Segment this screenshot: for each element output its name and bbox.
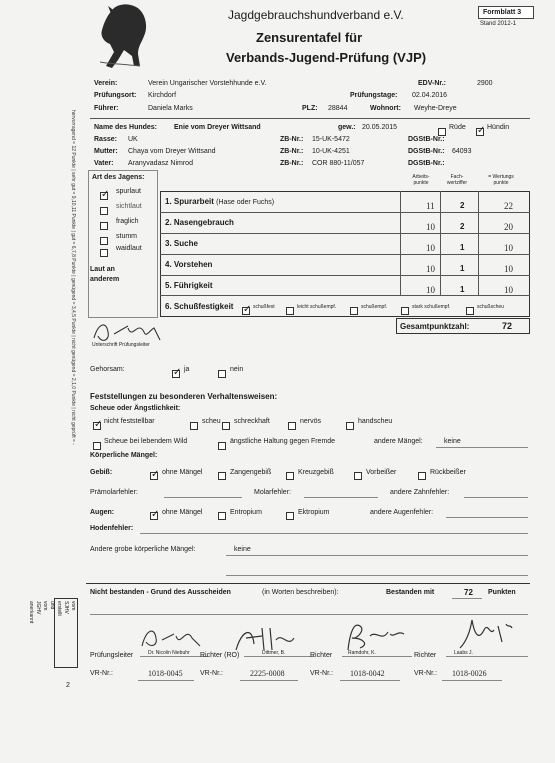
schuss-option: leicht schußempf.: [297, 304, 337, 310]
head-fachwertziffer: Fach- wertziffer: [446, 174, 468, 186]
pruefungsort-label: Prüfungsort:: [94, 92, 137, 99]
gesamt-value: 72: [502, 321, 513, 331]
huendin-checkbox[interactable]: [476, 123, 484, 141]
table-divider: [160, 212, 530, 213]
praemolar-line: [164, 497, 242, 498]
pruefungsleiter-name: Dr. Nicolin Niebuhr: [148, 650, 190, 656]
gehorsam-nein-checkbox[interactable]: [218, 365, 226, 383]
wohnort-label: Wohnort:: [370, 105, 401, 112]
worten-label: (in Worten beschreiben):: [262, 589, 339, 596]
schussfest-checkbox[interactable]: [242, 302, 250, 320]
sjhv-text: vom SJHV erstellt und vom JGHV anerkannt: [28, 601, 76, 624]
hoden-line: [140, 533, 528, 534]
org-name: Jagdgebrauchshundverband e.V.: [228, 8, 404, 22]
richter-3-label: Richter: [414, 652, 437, 659]
verein-value: Verein Ungarischer Vorstehhunde e.V.: [148, 80, 267, 87]
horse-logo-icon: [94, 2, 156, 70]
table-divider: [440, 191, 441, 295]
rasse-value: UK: [128, 136, 138, 143]
row-4-arbeit: 10: [426, 264, 435, 274]
gebiss-option: Vorbeißer: [366, 469, 397, 476]
jagen-label: Art des Jagens:: [92, 174, 145, 181]
zahnfehler-label: andere Zahnfehler:: [390, 489, 450, 496]
table-divider: [160, 295, 530, 296]
jagen-option: stumm: [116, 233, 137, 240]
huendin-label: Hündin: [487, 124, 510, 131]
title-line-1: Zensurentafel für: [256, 30, 363, 45]
schuss-label: 6. Schußfestigkeit: [165, 302, 234, 311]
gebiss-option: Kreuzgebiß: [298, 469, 334, 476]
scheue-option: schreckhaft: [234, 418, 270, 425]
vr-label: VR-Nr.:: [310, 670, 333, 677]
gehorsam-ja-label: ja: [184, 366, 190, 373]
title-line-2: Verbands-Jugend-Prüfung (VJP): [226, 50, 427, 65]
gehorsam-nein-label: nein: [230, 366, 244, 373]
zb2-value: 10-UK-4251: [312, 148, 350, 155]
praemolar-label: Prämolarfehler:: [90, 489, 138, 496]
head-wertungspunkte: = Wertungs punkte: [488, 174, 514, 186]
pruefungsleiter-label: Prüfungsleiter: [90, 652, 134, 659]
fremde-checkbox[interactable]: [218, 437, 226, 455]
augenfehler-line: [446, 517, 528, 518]
schussempf-checkbox[interactable]: [350, 302, 358, 320]
zangengebiss-checkbox[interactable]: [218, 467, 226, 485]
mutter-value: Chaya vom Dreyer Wittsand: [128, 148, 216, 155]
vr-line: [442, 680, 502, 681]
row-4-label: 4. Vorstehen: [165, 260, 213, 269]
waidlaut-checkbox[interactable]: [100, 244, 108, 262]
verein-label: Verein:: [94, 80, 118, 87]
augen-ohne-checkbox[interactable]: [150, 507, 158, 525]
gebiss-label: Gebiß:: [90, 469, 113, 476]
table-divider: [160, 233, 530, 234]
row-1-label: 1. Spurarbeit (Hase oder Fuchs): [165, 197, 275, 206]
andere-maengel-label: andere Mängel:: [374, 438, 423, 445]
unterschrift-label: Unterschrift Prüfungsleiter: [92, 342, 150, 348]
augen-label: Augen:: [90, 509, 115, 516]
augen-option: Entropium: [230, 509, 262, 516]
zahnfehler-line: [464, 497, 528, 498]
scheue-option: handscheu: [358, 418, 393, 425]
edv-value: 2900: [477, 80, 493, 87]
dgstb2-value: 64093: [452, 148, 472, 155]
table-divider: [160, 254, 530, 255]
row-1-arbeit: 11: [426, 201, 435, 211]
vr-label: VR-Nr.:: [200, 670, 223, 677]
wild-label: Scheue bei lebendem Wild: [104, 438, 188, 445]
gew-label: gew.:: [338, 124, 356, 131]
nicht-feststellbar-checkbox[interactable]: [93, 417, 101, 435]
sig-line: [244, 656, 314, 657]
row-4-wert: 10: [504, 264, 513, 274]
richter-3-signature-icon: [450, 612, 520, 652]
vorbeisser-checkbox[interactable]: [354, 467, 362, 485]
row-5-wert: 10: [504, 285, 513, 295]
plz-label: PLZ:: [302, 105, 318, 112]
punkte-legend: hervorragend = 12 Punkte | sehr gut = 9,10,11 Punkte | gut = 6,7,8 Punkte | genügend = 3,4,5 Punkte | nicht genügend = 2,1,0 Punkte | nicht geprüft = -: [70, 110, 76, 445]
gebiss-option: Zangengebiß: [230, 469, 272, 476]
row-2-wert: 20: [504, 222, 513, 232]
anderem-label: anderem: [90, 276, 120, 283]
wohnort-value: Weyhe-Dreye: [414, 105, 457, 112]
handscheu-checkbox[interactable]: [346, 417, 354, 435]
molar-label: Molarfehler:: [254, 489, 291, 496]
richter-2-label: Richter: [310, 652, 333, 659]
jagen-option: sichtlaut: [116, 203, 142, 210]
row-5-arbeit: 10: [426, 285, 435, 295]
row-1-wert: 22: [504, 201, 513, 211]
scheue-option: scheu: [202, 418, 221, 425]
fremde-label: ängstliche Haltung gegen Fremde: [230, 438, 336, 445]
andere-maengel-line: [436, 447, 528, 448]
sjhv-box: [28, 598, 78, 668]
scheue-option: nicht feststellbar: [104, 418, 155, 425]
row-2-label: 2. Nasengebrauch: [165, 218, 234, 227]
jagen-option: waidlaut: [116, 245, 142, 252]
formblatt-box: [478, 6, 534, 19]
grobe-line: [226, 555, 528, 556]
richter-ro-name: Dittmer, B.: [262, 650, 286, 656]
divider: [86, 583, 530, 584]
scheue-option: nervös: [300, 418, 322, 425]
rasse-label: Rasse:: [94, 136, 117, 143]
schuss-option: schußscheu: [477, 304, 504, 310]
row-4-fach: 1: [460, 264, 465, 273]
row-3-wert: 10: [504, 243, 513, 253]
ektropium-checkbox[interactable]: [286, 507, 294, 525]
augenfehler-label: andere Augenfehler:: [370, 509, 434, 516]
vr-line: [138, 680, 194, 681]
laut-an-label: Laut an: [90, 266, 115, 273]
row-3-fach: 1: [460, 243, 465, 252]
hoden-label: Hodenfehler:: [90, 525, 134, 532]
row-5-fach: 1: [460, 285, 465, 294]
row-2-arbeit: 10: [426, 222, 435, 232]
vr-label: VR-Nr.:: [414, 670, 437, 677]
koerper-title: Körperliche Mängel:: [90, 452, 158, 459]
head-arbeitspunkte: Arbeits- punkte: [412, 174, 430, 186]
gehorsam-ja-checkbox[interactable]: [172, 365, 180, 383]
gew-value: 20.05.2015: [362, 124, 398, 131]
pruefungsort-value: Kirchdorf: [148, 92, 177, 99]
punkte-line: [452, 598, 482, 599]
nicht-bestanden-label: Nicht bestanden - Grund des Ausscheiden: [90, 589, 231, 596]
scheue-title: Scheue oder Ängstlichkeit:: [90, 405, 181, 412]
gebiss-ohne-checkbox[interactable]: [150, 467, 158, 485]
schuss-option: schußempf.: [361, 304, 388, 310]
zb2-label: ZB-Nr.:: [280, 148, 304, 155]
gebiss-option: Rückbeißer: [430, 469, 466, 476]
molar-line: [304, 497, 378, 498]
dog-name-value: Enie vom Dreyer Wittsand: [174, 124, 261, 131]
table-divider: [478, 191, 479, 295]
vr-value-2: 2225-0008: [250, 669, 285, 678]
fuehrer-value: Daniela Marks: [148, 105, 193, 112]
divider: [90, 118, 530, 119]
table-divider: [160, 275, 530, 276]
gebiss-option: ohne Mängel: [162, 469, 203, 476]
jagen-option: fraglich: [116, 218, 139, 225]
gehorsam-label: Gehorsam:: [90, 366, 125, 373]
entropium-checkbox[interactable]: [218, 507, 226, 525]
leicht-schussempf-checkbox[interactable]: [286, 302, 294, 320]
dgstb1-label: DGStB-Nr.:: [408, 136, 445, 143]
mutter-label: Mutter:: [94, 148, 118, 155]
augen-option: ohne Mängel: [162, 509, 203, 516]
kreuzgebiss-checkbox[interactable]: [286, 467, 294, 485]
pruefungstage-label: Prüfungstage:: [350, 92, 398, 99]
vr-line: [240, 680, 298, 681]
gesamt-label: Gesamtpunktzahl:: [400, 322, 470, 331]
row-3-arbeit: 10: [426, 243, 435, 253]
grobe-label: Andere grobe körperliche Mängel:: [90, 546, 196, 553]
vr-value-4: 1018-0026: [452, 669, 487, 678]
vr-value-3: 1018-0042: [350, 669, 385, 678]
vr-value-1: 1018-0045: [148, 669, 183, 678]
row-1-fach: 2: [460, 201, 465, 210]
grobe-line-2: [226, 575, 528, 576]
zb1-label: ZB-Nr.:: [280, 136, 304, 143]
bestanden-punkte-value: 72: [464, 588, 473, 597]
punkte-label: Punkten: [488, 589, 516, 596]
sig-line: [140, 656, 208, 657]
vr-line: [340, 680, 400, 681]
rueckbeisser-checkbox[interactable]: [418, 467, 426, 485]
schuss-option: stark schußempf.: [412, 304, 451, 310]
zb3-value: COR 880-11/057: [312, 160, 365, 167]
bestanden-label: Bestanden mit: [386, 589, 435, 596]
edv-label: EDV-Nr.:: [418, 80, 447, 87]
table-divider: [400, 191, 401, 295]
ruede-label: Rüde: [449, 124, 466, 131]
page-number: 2: [66, 682, 70, 689]
dgstb3-label: DGStB-Nr.:: [408, 160, 445, 167]
schuss-option: schußfest: [253, 304, 275, 310]
andere-maengel-value: keine: [444, 438, 461, 445]
sig-line: [446, 656, 528, 657]
richter-ro-label: Richter (RO): [200, 652, 240, 659]
richter-2-name: Ramdohr, K.: [348, 650, 376, 656]
schreckhaft-checkbox[interactable]: [222, 417, 230, 435]
zb3-label: ZB-Nr.:: [280, 160, 304, 167]
scheu-checkbox[interactable]: [190, 417, 198, 435]
zb1-value: 15-UK-5472: [312, 136, 350, 143]
dgstb2-label: DGStB-Nr.:: [408, 148, 445, 155]
plz-value: 28844: [328, 105, 348, 112]
vater-value: Aranyvadasz Nimrod: [128, 160, 193, 167]
row-3-label: 3. Suche: [165, 239, 198, 248]
vater-label: Vater:: [94, 160, 114, 167]
grobe-value: keine: [234, 546, 251, 553]
row-2-fach: 2: [460, 222, 465, 231]
dog-name-label: Name des Hundes:: [94, 124, 158, 131]
row-5-label: 5. Führigkeit: [165, 281, 213, 290]
richter-3-name: Laabs J.: [454, 650, 473, 656]
formblatt-label: Formblatt 3: [483, 9, 522, 16]
vr-label: VR-Nr.:: [90, 670, 113, 677]
pruefungsleiter-signature-icon: [138, 618, 208, 654]
pruefungstage-value: 02.04.2016: [412, 92, 448, 99]
fuehrer-label: Führer:: [94, 105, 119, 112]
nervoes-checkbox[interactable]: [288, 417, 296, 435]
stand-label: Stand 2012-1: [480, 21, 517, 27]
fest-title: Feststellungen zu besonderen Verhaltensweisen:: [90, 392, 278, 401]
jagen-option: spurlaut: [116, 188, 141, 195]
sig-line: [342, 656, 412, 657]
augen-option: Ektropium: [298, 509, 330, 516]
